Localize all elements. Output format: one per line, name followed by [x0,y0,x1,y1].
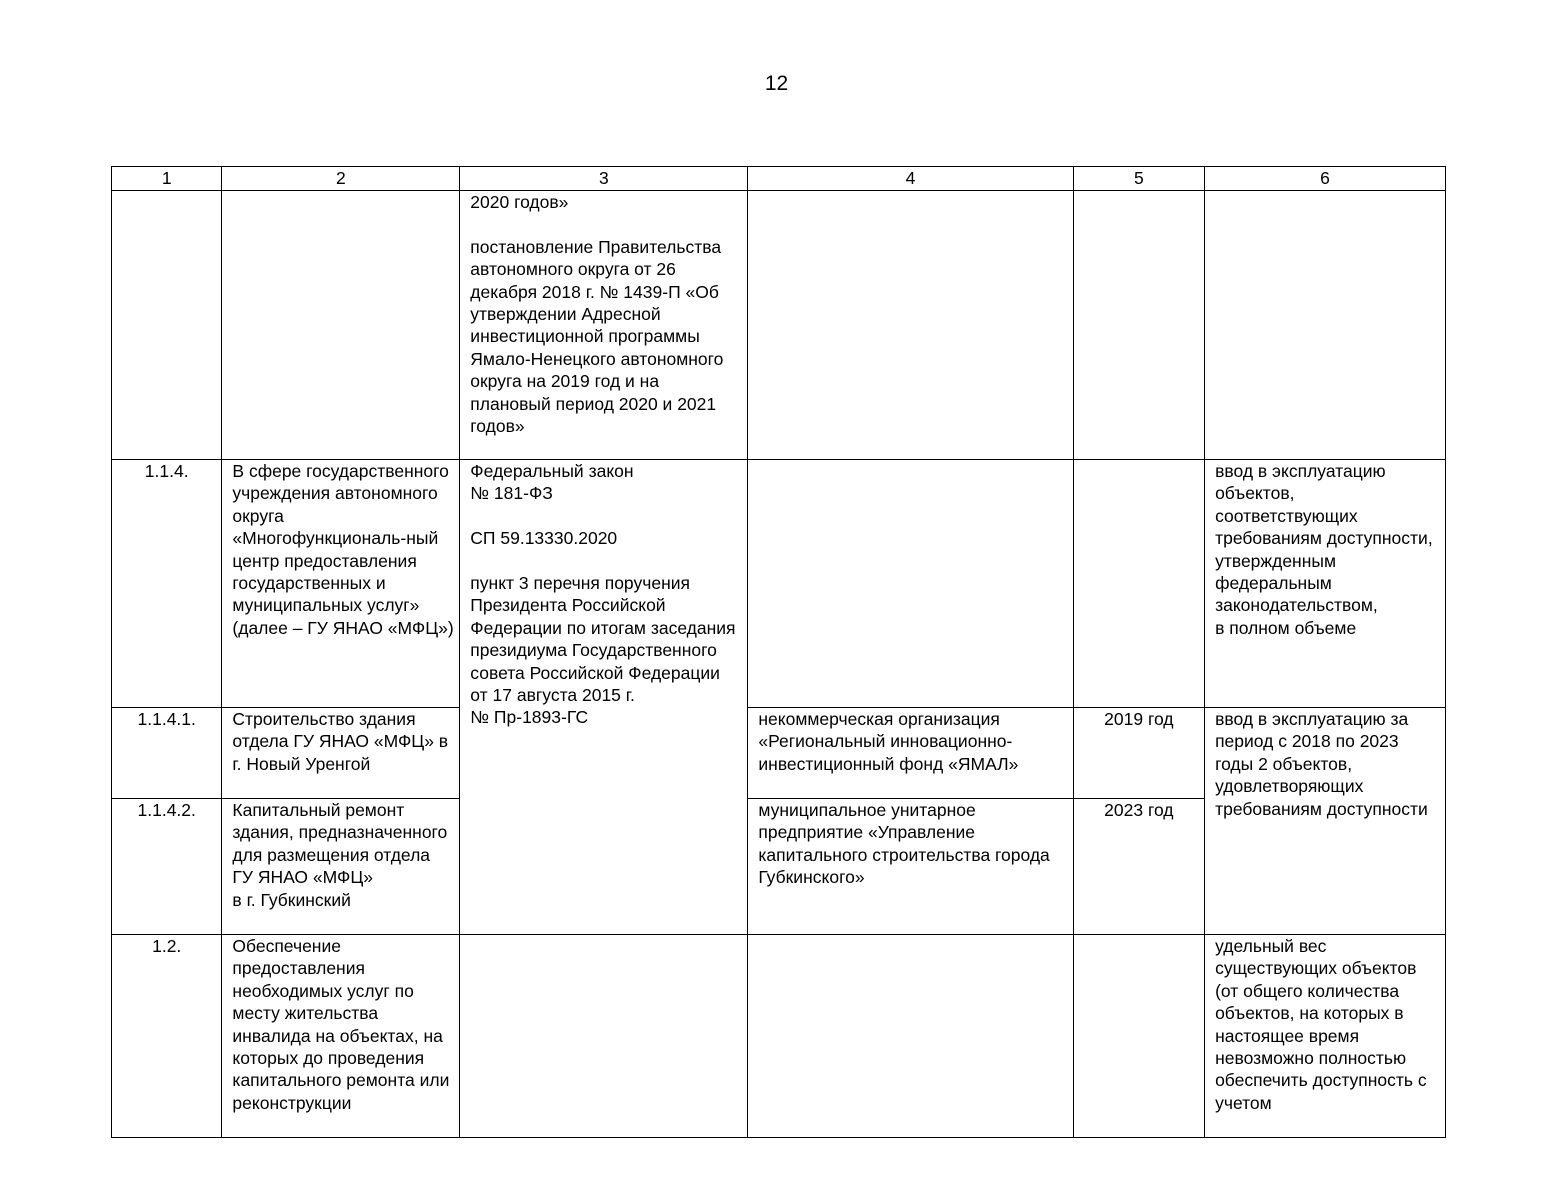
header-cell: 6 [1205,167,1446,191]
legal-basis: 2020 годов» постановление Правительства автономного округа от 26 декабря 2018 г. № 1439-П «Об утверждении Адресной инвестиционной программы Ямало-Ненецкого автономного округа на 2019 год и на плановый период 2020 и 2021 годов» [460,191,748,460]
deadline [1073,191,1204,460]
row-number: 1.2. [112,935,222,1138]
row-number: 1.1.4.1. [112,708,222,799]
deadline [1073,460,1204,708]
row-number: 1.1.4. [112,460,222,708]
table-row [112,708,1446,799]
executor: муниципальное унитарное предприятие «Управление капитального строительства города Губкинского» [748,799,1073,935]
table-row [112,460,1446,708]
legal-basis: Федеральный закон № 181-ФЗ СП 59.13330.2020 пункт 3 перечня поручения Президента Российской Федерации по итогам заседания президиума Государственного совета Российской Федерации от 17 августа 2015 г. № Пр-1893-ГС [460,460,748,935]
header-cell: 3 [460,167,748,191]
expected-result: ввод в эксплуатацию за период с 2018 по 2023 годы 2 объектов, удовлетворяющих требованиям доступности [1205,708,1446,935]
table-row [112,191,1446,460]
executor [748,935,1073,1138]
measure-name: Капитальный ремонт здания, предназначенного для размещения отдела ГУ ЯНАО «МФЦ» в г. Губкинский [222,799,460,935]
measure-name [222,191,460,460]
measures-table [111,166,1446,1138]
expected-result: удельный вес существующих объектов (от общего количества объектов, на которых в настоящее время невозможно полностью обеспечить доступность с учетом [1205,935,1446,1138]
table-row [112,935,1446,1138]
page-number: 12 [764,72,789,95]
row-number: 1.1.4.2. [112,799,222,935]
header-cell: 4 [748,167,1073,191]
header-cell: 2 [222,167,460,191]
header-cell: 5 [1073,167,1204,191]
deadline: 2019 год [1073,708,1204,799]
executor: некоммерческая организация «Региональный инновационно-инвестиционный фонд «ЯМАЛ» [748,708,1073,799]
executor [748,460,1073,708]
deadline: 2023 год [1073,799,1204,935]
expected-result [1205,191,1446,460]
deadline [1073,935,1204,1138]
expected-result: ввод в эксплуатацию объектов, соответствующих требованиям доступности, утвержденным федеральным законодательством, в полном объеме [1205,460,1446,708]
executor [748,191,1073,460]
table-header-row [112,167,1446,191]
measure-name: Обеспечение предоставления необходимых услуг по месту жительства инвалида на объектах, на которых до проведения капитального ремонта или реконструкции [222,935,460,1138]
legal-basis [460,935,748,1138]
row-number [112,191,222,460]
measure-name: Строительство здания отдела ГУ ЯНАО «МФЦ» в г. Новый Уренгой [222,708,460,799]
header-cell: 1 [112,167,222,191]
measure-name: В сфере государственного учреждения автономного округа «Многофункциональ-ный центр предоставления государственных и муниципальных услуг» (далее – ГУ ЯНАО «МФЦ») [222,460,460,708]
